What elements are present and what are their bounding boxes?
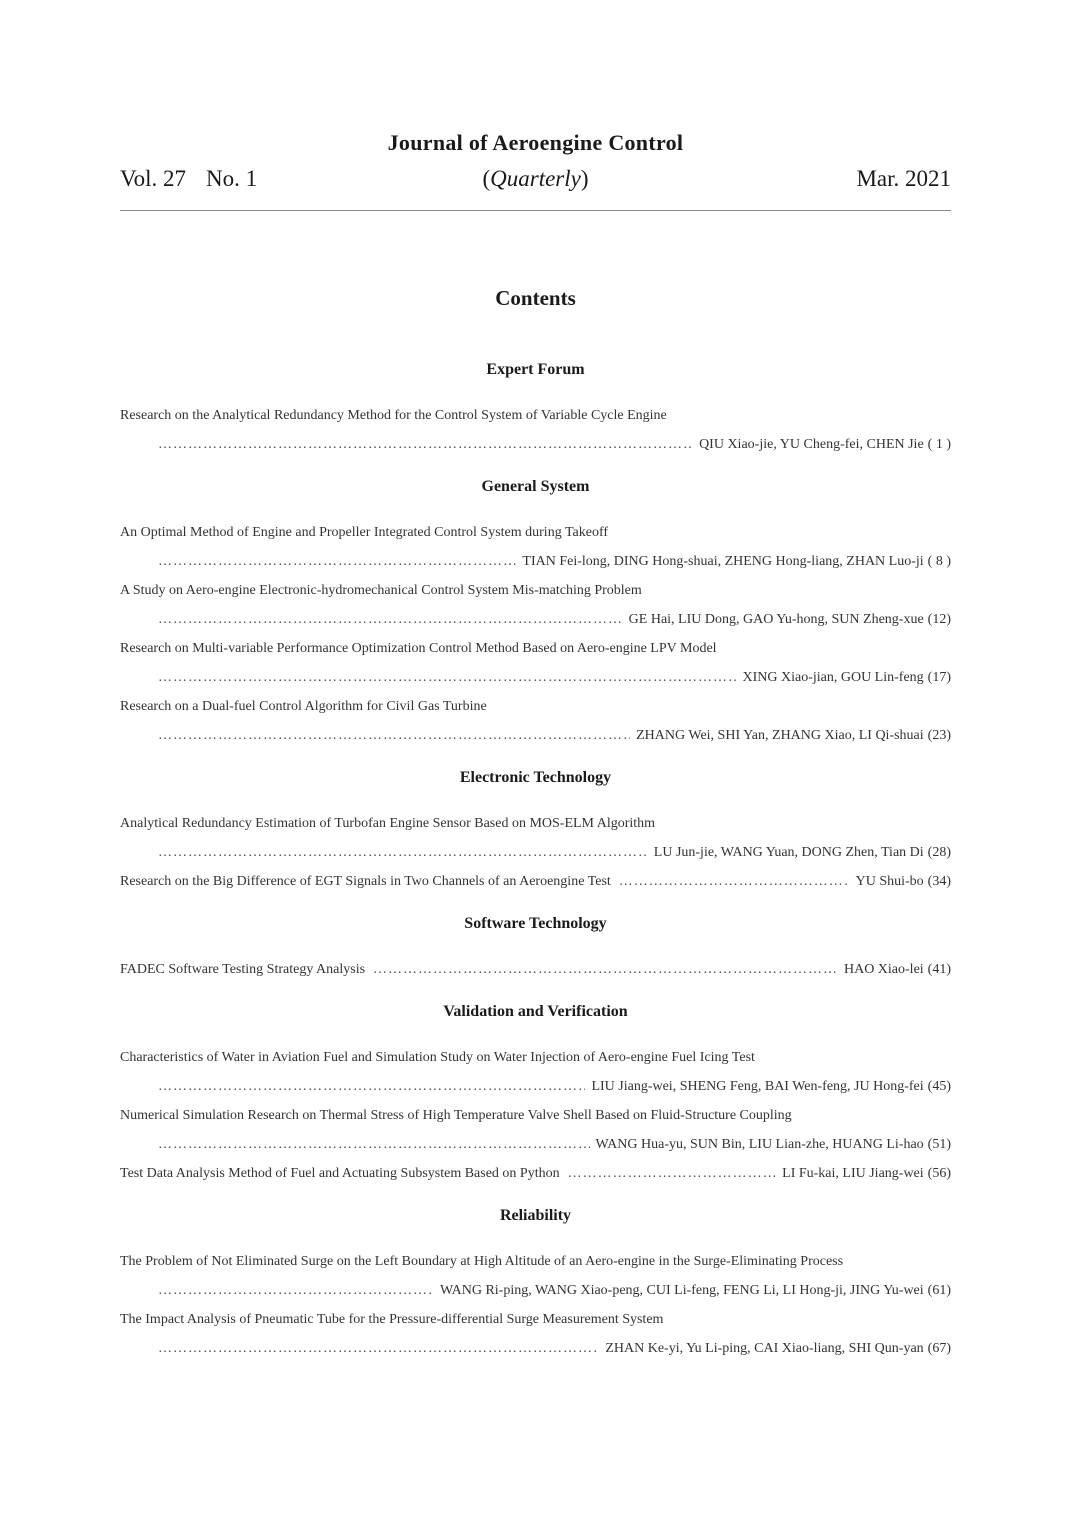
authors-line bbox=[120, 721, 951, 750]
page-number: (45) bbox=[927, 1079, 951, 1094]
section-title: Electronic Technology bbox=[459, 769, 612, 786]
dot-leader bbox=[568, 1159, 777, 1188]
dot-leader bbox=[158, 430, 693, 459]
authors-line bbox=[120, 838, 951, 867]
page-number: (17) bbox=[927, 670, 951, 685]
page-number: (67) bbox=[927, 1341, 951, 1356]
dot-leader bbox=[158, 547, 516, 576]
masthead bbox=[120, 166, 951, 196]
dot-leader bbox=[158, 721, 630, 750]
article-authors: LU Jun-jie, WANG Yuan, DONG Zhen, Tian Di bbox=[653, 845, 924, 860]
toc-entry[interactable] bbox=[120, 1101, 951, 1159]
page-number: (23) bbox=[927, 728, 951, 743]
article-authors: QIU Xiao-jie, YU Cheng-fei, CHEN Jie bbox=[699, 437, 924, 452]
dot-leader bbox=[158, 1130, 590, 1159]
section-title: Software Technology bbox=[464, 915, 607, 932]
toc-section bbox=[120, 1202, 951, 1375]
page-number: (56) bbox=[927, 1166, 951, 1181]
article-title: FADEC Software Testing Strategy Analysis bbox=[120, 962, 366, 977]
frequency-open-paren: ( bbox=[482, 166, 491, 191]
toc-section bbox=[120, 910, 951, 996]
toc-entry[interactable] bbox=[120, 1159, 951, 1188]
entry-line bbox=[120, 955, 951, 984]
issue-label: No. 1 bbox=[206, 166, 258, 191]
authors-line bbox=[120, 547, 951, 576]
article-title: Characteristics of Water in Aviation Fuel and Simulation Study on Water Injection of Aero-engine Fuel Icing Test bbox=[120, 1050, 755, 1065]
dot-leader bbox=[158, 1276, 434, 1305]
issue-date: Mar. 2021 bbox=[856, 166, 951, 191]
frequency-close-paren: ) bbox=[580, 166, 589, 191]
toc-entry[interactable] bbox=[120, 518, 951, 576]
entry-line bbox=[120, 1159, 951, 1188]
article-authors: TIAN Fei-long, DING Hong-shuai, ZHENG Hong-liang, ZHAN Luo-ji bbox=[522, 554, 924, 569]
toc-entry[interactable] bbox=[120, 955, 951, 984]
section-spacer bbox=[120, 459, 951, 471]
section-spacer bbox=[120, 750, 951, 762]
section-spacer bbox=[120, 896, 951, 908]
section-title: Expert Forum bbox=[486, 361, 585, 378]
authors-line bbox=[120, 605, 951, 634]
article-authors: GE Hai, LIU Dong, GAO Yu-hong, SUN Zheng-xue bbox=[628, 612, 924, 627]
dot-leader bbox=[373, 955, 838, 984]
section-spacer bbox=[120, 984, 951, 996]
dot-leader bbox=[158, 605, 623, 634]
dot-leader bbox=[158, 1072, 585, 1101]
article-authors: XING Xiao-jian, GOU Lin-feng bbox=[742, 670, 924, 685]
authors-line bbox=[120, 430, 951, 459]
toc-entry[interactable] bbox=[120, 1043, 951, 1101]
table-of-contents bbox=[120, 356, 951, 1375]
dot-leader bbox=[619, 867, 850, 896]
toc-section bbox=[120, 356, 951, 471]
article-authors: YU Shui-bo bbox=[855, 874, 924, 889]
toc-section bbox=[120, 998, 951, 1200]
page-number: ( 8 ) bbox=[927, 554, 951, 569]
article-title: A Study on Aero-engine Electronic-hydromechanical Control System Mis-matching Problem bbox=[120, 583, 642, 598]
article-title: The Problem of Not Eliminated Surge on the Left Boundary at High Altitude of an Aero-engine in the Surge-Eliminating Process bbox=[120, 1254, 844, 1269]
page-number: ( 1 ) bbox=[927, 437, 951, 452]
frequency-text: Quarterly bbox=[490, 166, 581, 191]
toc-entry[interactable] bbox=[120, 692, 951, 750]
contents-heading: Contents bbox=[495, 286, 576, 310]
authors-line bbox=[120, 1334, 951, 1363]
header-divider bbox=[120, 210, 951, 211]
page-number: (61) bbox=[927, 1283, 951, 1298]
toc-entry[interactable] bbox=[120, 634, 951, 692]
article-title: Research on the Analytical Redundancy Method for the Control System of Variable Cycle Engine bbox=[120, 408, 667, 423]
toc-entry[interactable] bbox=[120, 576, 951, 634]
journal-title: Journal of Aeroengine Control bbox=[387, 130, 684, 155]
article-title: Research on Multi-variable Performance Optimization Control Method Based on Aero-engine LPV Model bbox=[120, 641, 717, 656]
section-spacer bbox=[120, 1188, 951, 1200]
article-authors: ZHANG Wei, SHI Yan, ZHANG Xiao, LI Qi-shuai bbox=[636, 728, 924, 743]
article-title: The Impact Analysis of Pneumatic Tube for the Pressure-differential Surge Measurement System bbox=[120, 1312, 664, 1327]
section-title: General System bbox=[481, 478, 590, 495]
dot-leader bbox=[158, 1334, 599, 1363]
article-title: Research on the Big Difference of EGT Signals in Two Channels of an Aeroengine Test bbox=[120, 874, 611, 889]
article-title: Analytical Redundancy Estimation of Turbofan Engine Sensor Based on MOS-ELM Algorithm bbox=[120, 816, 656, 831]
article-authors: WANG Hua-yu, SUN Bin, LIU Lian-zhe, HUANG Li-hao bbox=[595, 1137, 924, 1152]
toc-entry[interactable] bbox=[120, 401, 951, 459]
page-number: (34) bbox=[927, 874, 951, 889]
dot-leader bbox=[158, 838, 648, 867]
dot-leader bbox=[158, 663, 736, 692]
article-authors: LI Fu-kai, LIU Jiang-wei bbox=[782, 1166, 924, 1181]
article-title: Numerical Simulation Research on Thermal Stress of High Temperature Valve Shell Based on Fluid-Structure Coupling bbox=[120, 1108, 792, 1123]
toc-entry[interactable] bbox=[120, 867, 951, 896]
article-authors: WANG Ri-ping, WANG Xiao-peng, CUI Li-feng, FENG Li, LI Hong-ji, JING Yu-wei bbox=[439, 1283, 924, 1298]
article-authors: ZHAN Ke-yi, Yu Li-ping, CAI Xiao-liang, SHI Qun-yan bbox=[605, 1341, 924, 1356]
toc-entry[interactable] bbox=[120, 809, 951, 867]
entry-line bbox=[120, 867, 951, 896]
section-title: Reliability bbox=[499, 1207, 572, 1224]
article-authors: LIU Jiang-wei, SHENG Feng, BAI Wen-feng, JU Hong-fei bbox=[591, 1079, 924, 1094]
authors-line bbox=[120, 1130, 951, 1159]
article-authors: HAO Xiao-lei bbox=[843, 962, 924, 977]
article-title: Test Data Analysis Method of Fuel and Actuating Subsystem Based on Python bbox=[120, 1166, 560, 1181]
toc-section bbox=[120, 764, 951, 908]
section-title: Validation and Verification bbox=[443, 1003, 628, 1020]
toc-section bbox=[120, 473, 951, 762]
section-spacer bbox=[120, 1363, 951, 1375]
page-number: (51) bbox=[927, 1137, 951, 1152]
authors-line bbox=[120, 1276, 951, 1305]
page-number: (28) bbox=[927, 845, 951, 860]
page-number: (12) bbox=[927, 612, 951, 627]
volume-label: Vol. 27 bbox=[120, 166, 187, 191]
toc-entry[interactable] bbox=[120, 1305, 951, 1363]
article-title: An Optimal Method of Engine and Propeller Integrated Control System during Takeoff bbox=[120, 525, 609, 540]
frequency-label bbox=[120, 166, 951, 192]
page-number: (41) bbox=[927, 962, 951, 977]
authors-line bbox=[120, 663, 951, 692]
authors-line bbox=[120, 1072, 951, 1101]
toc-entry[interactable] bbox=[120, 1247, 951, 1305]
article-title: Research on a Dual-fuel Control Algorithm for Civil Gas Turbine bbox=[120, 699, 487, 714]
